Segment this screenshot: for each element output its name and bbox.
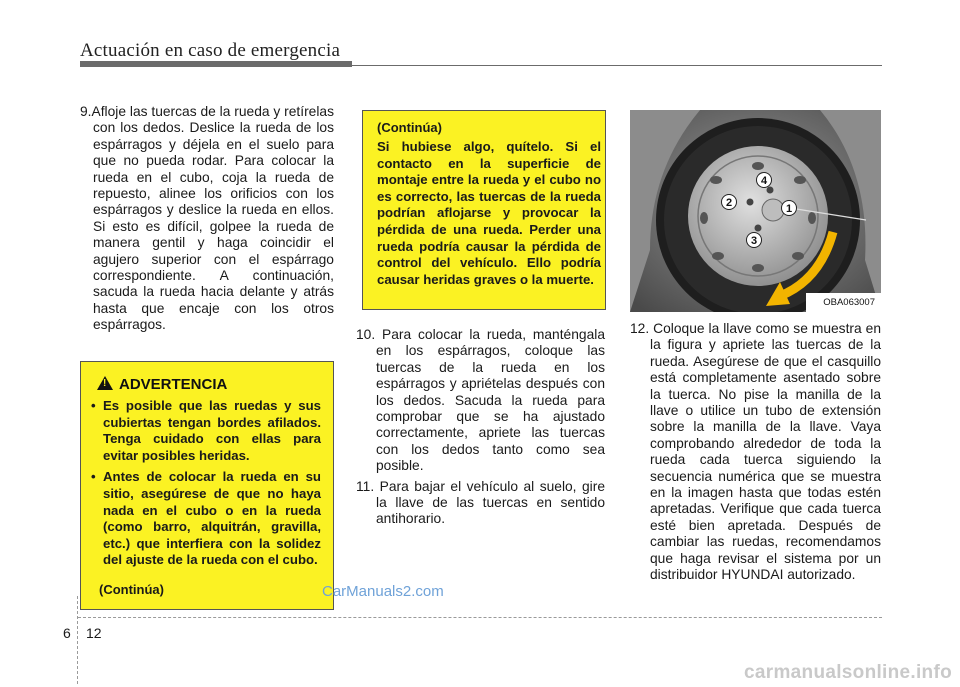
figure-code: OBA063007	[823, 297, 875, 308]
warning-triangle-icon	[97, 376, 113, 390]
step-11-text: 11. Para bajar el vehículo al suelo, gire la llave de las tuercas en sentido antihorario.	[356, 478, 605, 527]
warning-box	[80, 361, 334, 610]
page-header-title: Actuación en caso de emergencia	[80, 40, 341, 61]
warning-continues: (Continúa)	[99, 582, 164, 597]
svg-text:4: 4	[760, 175, 768, 187]
callout-2	[722, 195, 737, 210]
left-column	[80, 104, 334, 334]
chapter-number: 6	[63, 625, 71, 641]
right-column	[630, 321, 881, 584]
wheel-figure	[630, 110, 881, 312]
step-10-text: 10. Para colocar la rueda, manténgala en los espárragos, coloque las tuercas de la rueda en los espárragos y apriételas después con los dedos. Sacuda la rueda para comprobar que se ha ajustado correctamente, apriete las tuercas con los dedos tanto como sea posible.	[356, 327, 605, 474]
hub	[762, 199, 784, 221]
watermark: CarManuals2.com	[322, 583, 444, 600]
header-bar	[80, 61, 352, 67]
warning-item: • Es posible que las ruedas y sus cubiertas tengan bordes afilados. Tenga cuidado con ellas para evitar posibles heridas.	[89, 398, 321, 464]
footer-divider-horizontal	[78, 617, 882, 618]
callout-3	[747, 233, 762, 248]
warning-heading	[97, 376, 227, 393]
header-rule	[352, 65, 882, 66]
continued-heading: (Continúa)	[377, 120, 442, 135]
warning-heading-text: ADVERTENCIA	[119, 376, 228, 393]
middle-column	[356, 327, 605, 528]
footer-divider-vertical	[77, 596, 78, 684]
wheel-illustration	[630, 110, 881, 312]
warning-item: • Antes de colocar la rueda en su sitio, asegúrese de que no haya nada en el cubo o en la rueda (como barro, alquitrán, gravilla, etc.) que interfiera con la solidez del ajuste de la rueda con el cubo.	[89, 469, 321, 569]
page-number: 12	[86, 625, 102, 641]
step-12-text: 12. Coloque la llave como se muestra en la figura y apriete las tuercas de la rueda. Asegúrese de que el casquillo está completamente asentado sobre la tuerca. No pise la manilla de la llave o utilice un tubo de extensión sobre la manilla de la llave. Vaya comprobando alrededor de toda la rueda cada tuerca siguiendo la secuencia numérica que se muestra en la imagen hasta que todas estén apretadas. Verifique que cada tuerca esté bien apretada. Después de cambiar las ruedas, recomendamos que haga revisar el sistema por un distribuidor HYUNDAI autorizado.	[630, 321, 881, 583]
svg-text:2: 2	[725, 197, 733, 209]
step-9-text: 9.Afloje las tuercas de la rueda y retírelas con los dedos. Deslice la rueda de los espárragos y déjela en el suelo para que no pueda rodar. Para colocar la rueda en el cubo, coja la rueda de repuesto, alinee los orificios con los espárragos y deslice la rueda en ellos. Si esto es difícil, golpee la rueda de manera gentil y haga coincidir el agujero superior con el espárrago correspondiente. A continuación, sacuda la rueda hacia delante y atrás hasta que encaje con los otros espárragos.	[80, 104, 334, 333]
callout-1	[782, 201, 797, 216]
site-watermark: carmanualsonline.info	[744, 662, 952, 683]
svg-text:1: 1	[785, 203, 793, 215]
continued-warning-box	[362, 110, 606, 310]
callout-4	[757, 173, 772, 188]
continued-body: Si hubiese algo, quítelo. Si el contacto en la superficie de montaje entre la rueda y el cubo no es correcto, las tuercas de la rueda podrían aflojarse y provocar la pérdida de una rueda. Perder una rueda podría causar la pérdida de control del vehículo. Ello podría causar heridas graves o la muerte.	[377, 139, 601, 287]
svg-text:3: 3	[750, 235, 758, 247]
warning-list	[89, 398, 321, 574]
